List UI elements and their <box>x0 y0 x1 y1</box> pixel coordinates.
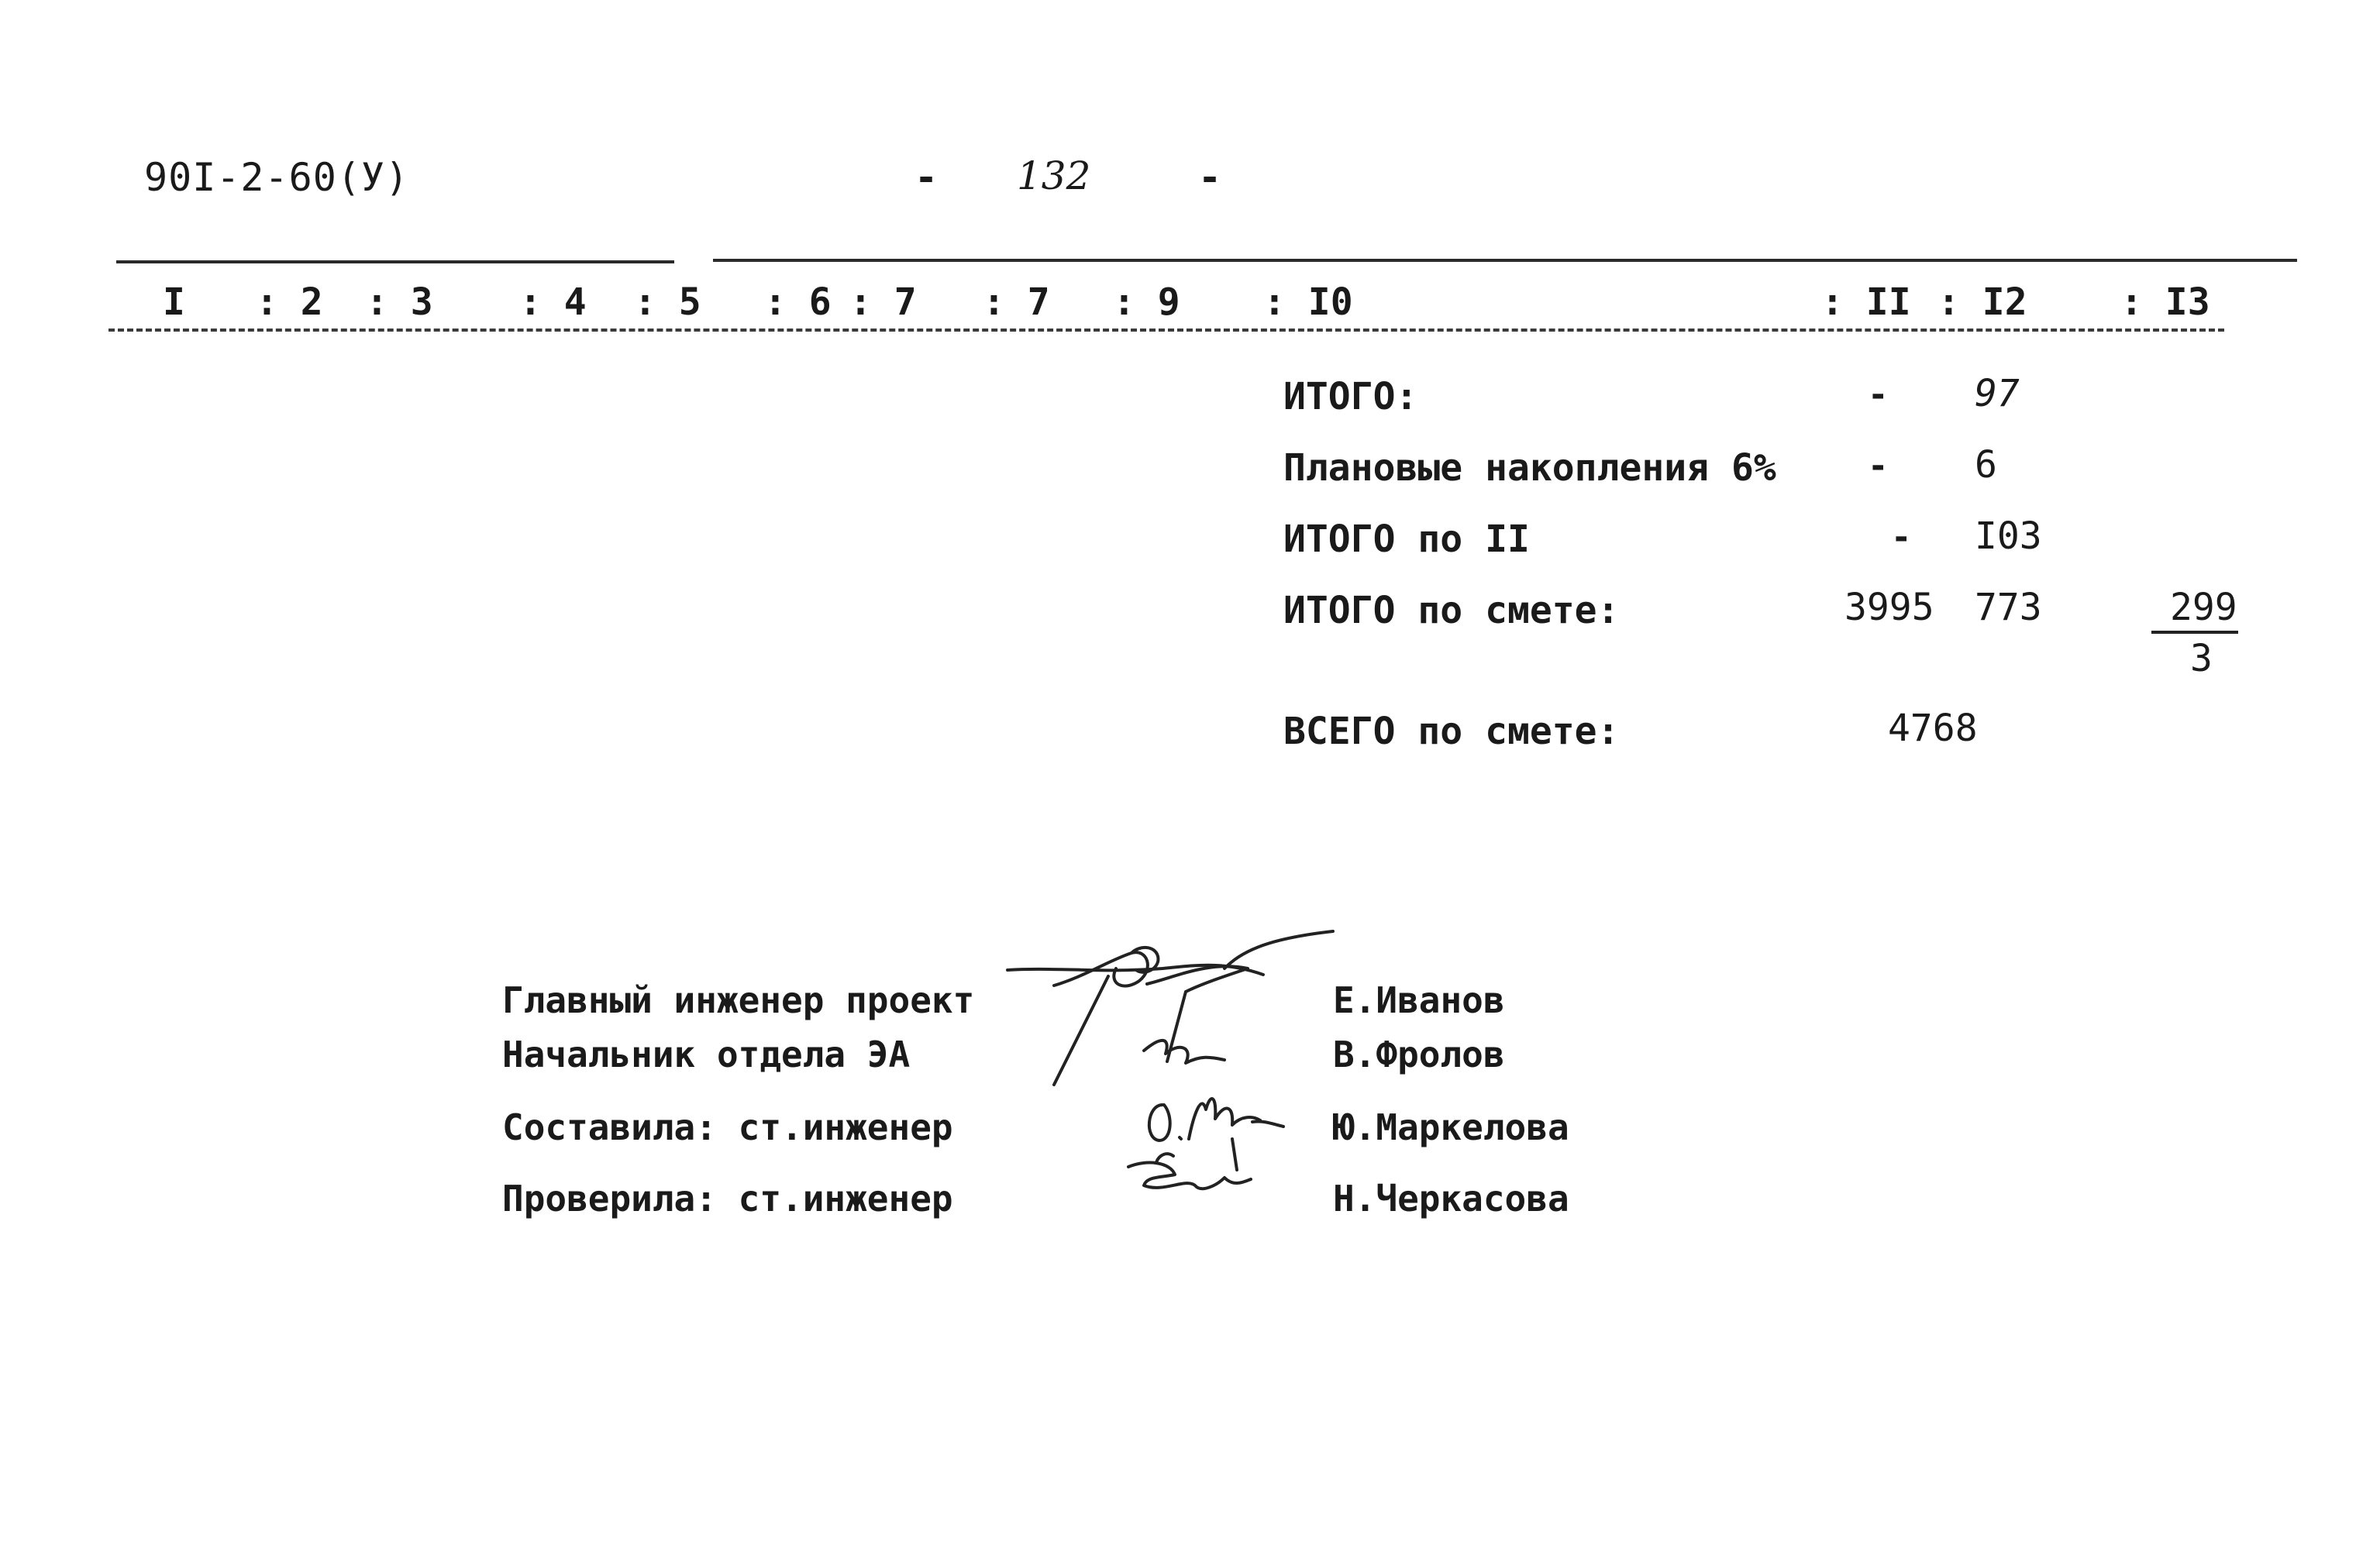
column-number: : 2 <box>256 280 323 324</box>
total-estimate-col11: 3995 <box>1844 586 1934 629</box>
top-rule-right <box>713 259 2297 262</box>
signature-role: Главный инженер проект <box>502 979 975 1021</box>
total-value: 97 <box>1975 372 2020 415</box>
column-number: : 7 <box>849 280 917 324</box>
signature-name: Ю.Маркелова <box>1333 1106 1569 1148</box>
planned-dash: - <box>1868 446 1889 486</box>
column-number: : I0 <box>1263 280 1353 324</box>
handwritten-signatures <box>992 930 1348 1255</box>
total-estimate-col13-numerator: 299 <box>2170 586 2237 629</box>
column-number: : 3 <box>366 280 433 324</box>
column-number: : I2 <box>1937 280 2027 324</box>
column-number: : 4 <box>519 280 587 324</box>
total-label: ИТОГО: <box>1283 375 1418 418</box>
planned-value: 6 <box>1975 443 1997 487</box>
total-ii-label: ИТОГО по II <box>1283 518 1530 561</box>
page-dash-right: - <box>1198 155 1222 200</box>
top-rule-left <box>116 260 674 263</box>
page-number: 132 <box>1017 153 1091 198</box>
planned-label: Плановые накопления 6% <box>1283 446 1776 490</box>
signature-role: Начальник отдела ЭА <box>502 1034 911 1075</box>
signature-role: Составила: ст.инженер <box>502 1106 953 1148</box>
total-estimate-label: ИТОГО по смете: <box>1283 589 1620 632</box>
signature-name: Е.Иванов <box>1333 979 1505 1021</box>
signature-role: Проверила: ст.инженер <box>502 1178 953 1220</box>
total-estimate-col13-denominator: 3 <box>2190 637 2213 680</box>
column-number: : 6 <box>764 280 832 324</box>
page-dash-left: - <box>914 155 939 200</box>
grand-total-label: ВСЕГО по смете: <box>1283 710 1620 753</box>
column-number: : 7 <box>983 280 1050 324</box>
header-bottom-rule <box>108 329 2224 332</box>
total-dash: - <box>1868 375 1889 415</box>
fraction-bar <box>2151 631 2238 634</box>
column-number: : 9 <box>1113 280 1180 324</box>
document-code: 90I-2-60(У) <box>144 155 410 200</box>
signature-name: Н.Черкасова <box>1333 1178 1569 1220</box>
total-estimate-col12: 773 <box>1975 586 2042 629</box>
column-number: : I3 <box>2120 280 2210 324</box>
grand-total-value: 4768 <box>1888 707 1978 750</box>
total-ii-value: I03 <box>1975 514 2042 558</box>
column-number: : 5 <box>634 280 701 324</box>
column-number: : II <box>1821 280 1911 324</box>
total-ii-dash: - <box>1891 518 1912 557</box>
signature-name: В.Фролов <box>1333 1034 1505 1075</box>
column-number: I <box>163 280 185 324</box>
